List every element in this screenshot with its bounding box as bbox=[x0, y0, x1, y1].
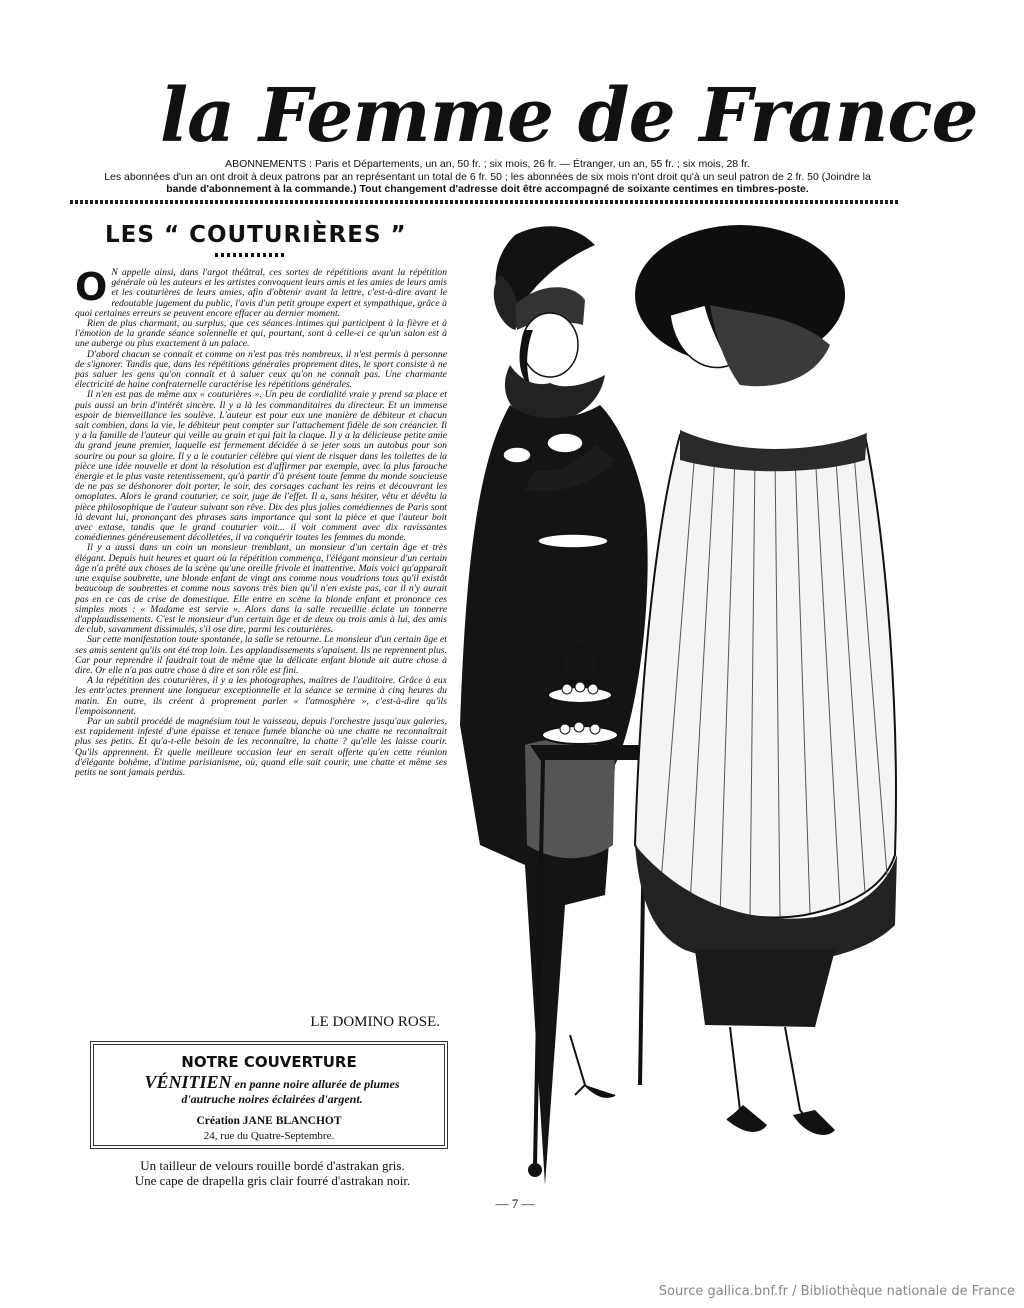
cover-creation: Création JANE BLANCHOT bbox=[196, 1115, 342, 1127]
title-ornament bbox=[215, 253, 287, 257]
masthead-divider bbox=[70, 200, 900, 204]
fashion-illustration bbox=[455, 205, 915, 1205]
article-paragraph: Il y a aussi dans un coin un monsieur tremblant, un monsieur d'un certain âge et très élégant. Depuis huit heures et quart où la répétition commença, l'élégant monsieur d'un certain âge n'a prêté aux choses de la scène qu'une oreille frivole et inattentive. Mais voici qu'apparaît une exquise soubrette, une blonde enfant de vingt ans comme nous voudrions tous qu'il existât beaucoup de soubrettes et comme nous savons très bien qu'il n'en existe pas, car il n'y aurait pas en ce cas de crise de domestique. Elle entre en scène la blonde enfant et prononce ces simples mots : « Madame est servie ». Alors dans la salle recueillie éclate un tonnerre d'applaudissements. C'est le monsieur d'un certain âge et de deux ou trois amis à lui, des amis de club, savamment dissimulés, s'il ose dire, parmi les couturières. bbox=[75, 542, 447, 636]
page-number: — 7 — bbox=[495, 1196, 535, 1211]
article-title: LES “ COUTURIÈRES ” bbox=[105, 222, 407, 248]
subscription-line: ABONNEMENTS : Paris et Départements, un an, 50 fr. ; six mois, 26 fr. — Étranger, un an, 55 fr. ; six mois, 28 fr. bbox=[225, 158, 750, 170]
caption-line: Un tailleur de velours rouille bordé d'astrakan gris. bbox=[140, 1158, 405, 1173]
masthead-title: la Femme de France bbox=[160, 73, 978, 159]
article-paragraph: Sur cette manifestation toute spontanée, la salle se retourne. Le monsieur d'un certain âge et ses amis sentent qu'ils ont été trop loin. Les applaudissements s'apaisent. Ils ne reprennent plus. Car pour reprendre il faudrait tout de même que la délicate enfant blonde ait autre chose à dire. Or elle n'a pas autre chose à dire et son rôle est fini. bbox=[75, 634, 447, 676]
cover-heading: NOTRE COUVERTURE bbox=[181, 1053, 357, 1071]
cover-address: 24, rue du Quatre-Septembre. bbox=[203, 1130, 335, 1142]
subscription-line: bande d'abonnement à la commande.) Tout changement d'adresse doit être accompagné de soixante centimes en timbres-poste. bbox=[166, 183, 809, 195]
source-credit: Source gallica.bnf.fr / Bibliothèque nationale de France bbox=[658, 1284, 1015, 1299]
article-paragraph: Rien de plus charmant, au surplus, que ces séances intimes qui participent à la fièvre et à l'émotion de la grande séance solennelle et qui, pourtant, sont à celle-ci ce qu'un salon est à une auberge ou plus exactement à un palace. bbox=[75, 318, 447, 350]
article-paragraph bbox=[75, 268, 447, 319]
article-paragraph: D'abord chacun se connaît et comme on n'est pas très nombreux, il n'est permis à personne de s'ignorer. Tandis que, dans les répétitions générales proprement dites, le sport consiste à ne pas saluer les gens qu'on connaît et à saluer ceux qu'on ne connaît pas. Une charmante électricité de haine confraternelle caractérise les répétitions générales. bbox=[75, 348, 447, 391]
left-figure bbox=[460, 226, 648, 1185]
article-paragraph: A la répétition des couturières, il y a les photographes, maîtres de l'auditoire. Grâce à eux les entr'actes prennent une longueur exceptionnelle et la séance se termine à cinq heures du matin. En outre, ils créent à proprement parler « l'atmosphère », c'est-à-dire qu'ils l'empoisonnent. bbox=[75, 675, 447, 717]
cover-description bbox=[102, 1072, 442, 1107]
drop-cap: O bbox=[75, 268, 108, 309]
article-body bbox=[75, 268, 447, 1010]
right-figure bbox=[635, 225, 897, 1135]
article-paragraph: Par un subtil procédé de magnésium tout le vaisseau, depuis l'orchestre jusqu'aux galeries, est rapidement infesté d'une épaisse et tenace fumée blanche où une chatte ne reconnaîtrait plus ses petits. Et qu'a-t-elle besoin de les reconnaître, la chatte ? qu'elle les laisse courir. Qu'ils apprennent. Et quelle meilleure occasion leur en serait offerte qu'en cette réunion d'élégante bohême, d'intime parisianisme, où, quand elle sait courir, une chatte et même ses petits ne sont jamais perdus. bbox=[75, 715, 447, 778]
illustration-caption bbox=[100, 1158, 445, 1188]
cover-description-part: en panne noire allurée de plumes bbox=[234, 1077, 400, 1091]
article-signature: LE DOMINO ROSE. bbox=[310, 1014, 440, 1030]
cover-title-word: VÉNITIEN bbox=[144, 1072, 232, 1092]
cover-description-part: d'autruche noires éclairées d'argent. bbox=[181, 1092, 363, 1106]
cover-box bbox=[90, 1041, 448, 1149]
paragraph-text: N appelle ainsi, dans l'argot théâtral, ces sortes de répétitions avant la répétition générale où les auteurs et les artistes convoquent leurs amis et les amies de leurs amis et les couturières de leurs amies, afin d'obtenir avant la lettre, c'est-à-dire avant le redoutable jugement du public, l'avis d'un petit groupe expert et sympathique, grâce à quoi certaines erreurs se peuvent encore effacer au dernier moment. bbox=[75, 268, 447, 319]
subscription-info bbox=[70, 158, 905, 196]
caption-line: Une cape de drapella gris clair fourré d'astrakan noir. bbox=[134, 1173, 411, 1188]
subscription-line: Les abonnées d'un an ont droit à deux patrons par an représentant un total de 6 fr. 50 ; les abonnées de six mois n'ont droit qu'à un seul patron de 2 fr. 50 (Joindre la bbox=[104, 170, 871, 183]
article-paragraph: Il n'en est pas de même aux « couturières ». Un peu de cordialité vraie y prend sa place et puis aussi un brin d'intérêt sincère. Il y a là les commanditaires du directeur. Et un immense espoir de bienveillance les soulève. L'auteur est pour eux une manière de débiteur et chacun sait combien, dans la vie, le débiteur peut compter sur l'attachement fidèle de son créancier. Il y a la famille de l'auteur qui veille au grain et qui fait la claque. Il y a la délicieuse petite amie du grand jeune premier, laquelle est fermement décidée à se jeter sous un autobus pour son sourire ou pour sa gloire. Il y a le couturier célèbre qui vient de risquer dans les toilettes de la pièce une idée nouvelle et dont la résolution est d'affirmer par exemple, avec la plus farouche énergie et le plus vaste retentissement, qu'à partir d'à présent toute femme du monde soucieuse de ne pas se déshonorer doit porter, le soir, des corsages cachant les reins et découvrant les omoplates. Alors le grand couturier, ce soir, juge de l'effet. Il a, sans hésiter, vêtu et dévêtu la pièce philosophique de l'auteur suivant son rêve. Dix des plus jolies comédiennes de Paris sont là devant lui, prononçant des phrases sans importance qui sont la pièce et que l'auteur boit avec extase, tandis que le grand couturier voit... il voit comment avec dix ravissantes comédiennes généreusement décolletées, il va conquérir toutes les femmes du monde. bbox=[75, 389, 447, 544]
